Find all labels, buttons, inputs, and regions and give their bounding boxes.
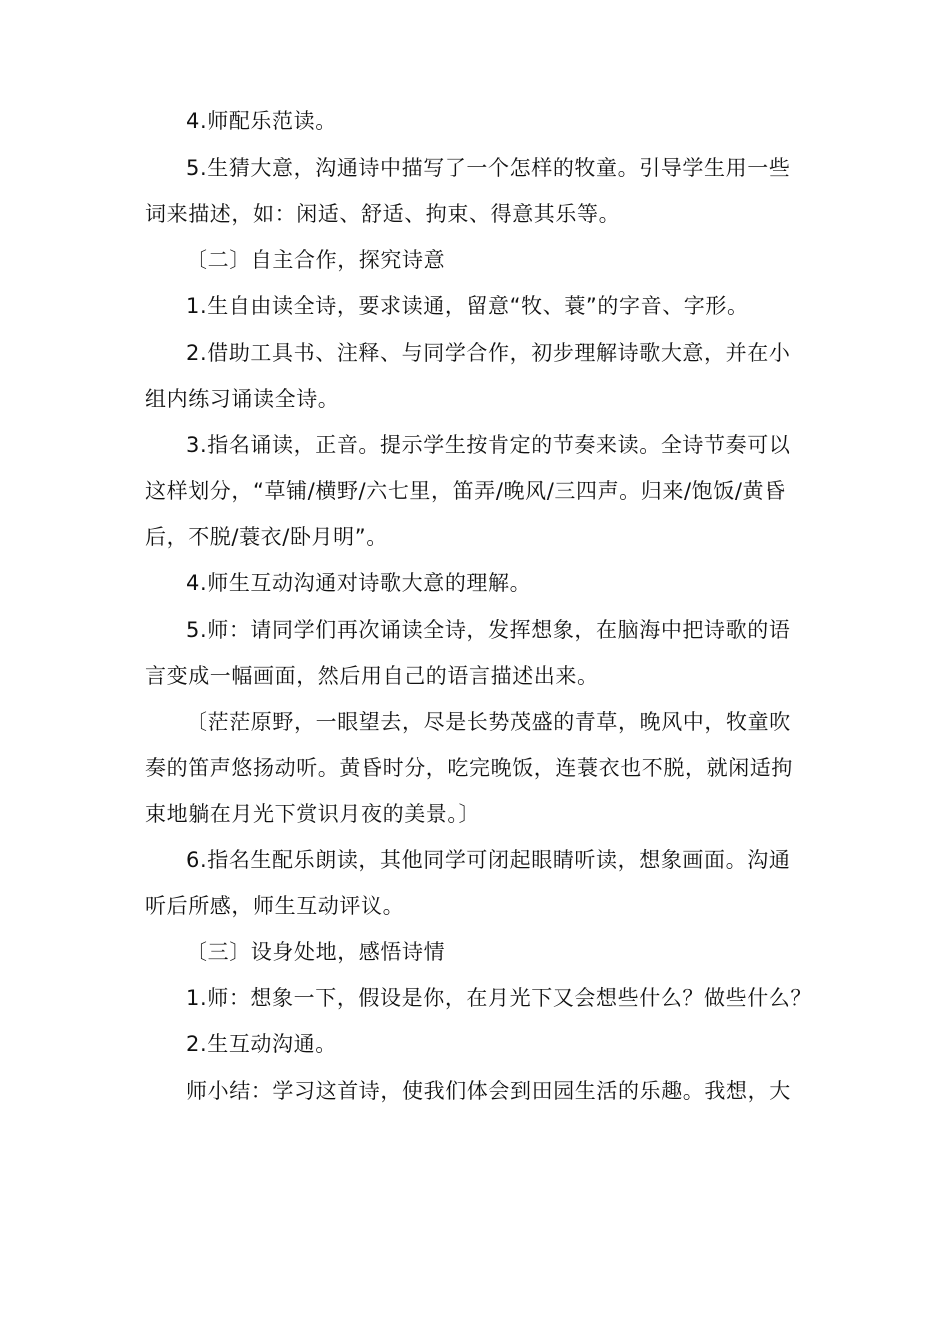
- paragraph-line: 2.借助工具书、注释、与同学合作，初步理解诗歌大意，并在小: [186, 341, 791, 365]
- paragraph-line: 听后所感，师生互动评议。: [145, 894, 405, 918]
- paragraph-line: 1.师：想象一下，假设是你，在月光下又会想些什么？做些什么？: [186, 986, 813, 1010]
- paragraph-line: 奏的笛声悠扬动听。黄昏时分，吃完晚饭，连蓑衣也不脱，就闲适拘: [145, 756, 793, 780]
- paragraph-line: 组内练习诵读全诗。: [145, 387, 340, 411]
- paragraph-line: 言变成一幅画面，然后用自己的语言描述出来。: [145, 664, 599, 688]
- paragraph-line: 后，不脱/蓑衣/卧月明”。: [145, 525, 388, 549]
- paragraph-line: 3.指名诵读，正音。提示学生按肯定的节奏来读。全诗节奏可以: [186, 433, 791, 457]
- paragraph-line: 4.师配乐范读。: [186, 109, 337, 133]
- paragraph-line: 师小结：学习这首诗，使我们体会到田园生活的乐趣。我想，大: [186, 1079, 791, 1103]
- section-heading: 〔二〕自主合作，探究诗意: [186, 248, 446, 272]
- paragraph-line: 6.指名生配乐朗读，其他同学可闭起眼睛听读，想象画面。沟通: [186, 848, 791, 872]
- paragraph-line: 词来描述，如：闲适、舒适、拘束、得意其乐等。: [145, 202, 621, 226]
- paragraph-line: 2.生互动沟通。: [186, 1032, 337, 1056]
- paragraph-line: 5.师：请同学们再次诵读全诗，发挥想象，在脑海中把诗歌的语: [186, 618, 791, 642]
- paragraph-line: 5.生猜大意，沟通诗中描写了一个怎样的牧童。引导学生用一些: [186, 156, 791, 180]
- paragraph-line: 〔茫茫原野，一眼望去，尽是长势茂盛的青草，晚风中，牧童吹: [186, 710, 791, 734]
- paragraph-line: 1.生自由读全诗，要求读通，留意“牧、蓑”的字音、字形。: [186, 294, 749, 318]
- paragraph-line: 束地躺在月光下赏识月夜的美景。〕: [145, 802, 481, 826]
- paragraph-line: 4.师生互动沟通对诗歌大意的理解。: [186, 571, 532, 595]
- section-heading: 〔三〕设身处地，感悟诗情: [186, 940, 446, 964]
- paragraph-line: 这样划分，“草铺/横野/六七里，笛弄/晚风/三四声。归来/饱饭/黄昏: [145, 479, 786, 503]
